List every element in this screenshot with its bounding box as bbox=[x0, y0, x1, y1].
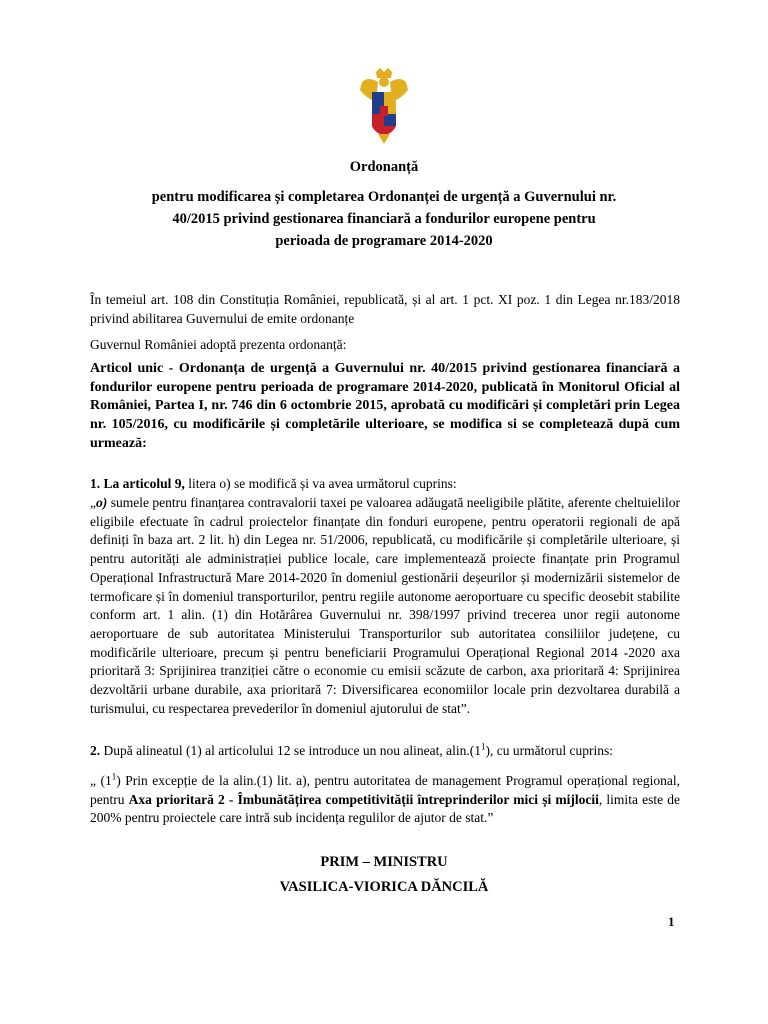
quote-open: „ bbox=[90, 495, 96, 510]
point-1-rest: litera o) se modifică și va avea următorul cuprins: bbox=[184, 476, 457, 491]
point-1-lead: 1. La articolul 9, bbox=[90, 476, 185, 491]
point-1-text bbox=[90, 494, 680, 718]
adoption-paragraph: Guvernul României adoptă prezenta ordonanță: bbox=[90, 337, 347, 352]
document-subtitle: pentru modificarea și completarea Ordonanței de urgență a Guvernului nr. 40/2015 privind gestionarea financiară a fondurilor europene pentru perioada de programare 2014-2020 bbox=[151, 189, 617, 249]
document-title: Ordonanță bbox=[349, 159, 419, 175]
point-2-quote-sup: 1 bbox=[111, 771, 117, 782]
point-2-quote-c: , limita este de 200% pentru proiectele care intră sub incidența regulilor de ajutor de stat.” bbox=[90, 791, 680, 826]
preamble-paragraph: În temeiul art. 108 din Constituția României, republicată, și al art. 1 pct. XI poz. 1 din Legea nr.183/2018 privind abilitarea Guvernului de emite ordonanțe bbox=[90, 292, 680, 326]
point-2-quote-a: „ (1 bbox=[90, 773, 112, 788]
point-2-heading bbox=[90, 742, 680, 761]
point-2-rest-a: După alineatul (1) al articolului 12 se introduce un nou alineat, alin.(1 bbox=[100, 743, 482, 758]
point-2-quote bbox=[90, 772, 680, 828]
point-2-lead: 2. bbox=[90, 743, 101, 758]
point-2-sup: 1 bbox=[481, 741, 486, 752]
signature-name: VASILICA-VIORICA DĂNCILĂ bbox=[279, 879, 489, 895]
point-2-rest-b: ), cu următorul cuprins: bbox=[485, 743, 613, 758]
point-2-quote-b: ) Prin excepție de la alin.(1) lit. a), pentru autoritatea de management Programul operațional regional, pentru bbox=[90, 773, 680, 807]
signature-title: PRIM – MINISTRU bbox=[320, 854, 448, 870]
point-2-quote-bold: Axa prioritară 2 - Îmbunătățirea competitivității întreprinderilor mici și mijlocii bbox=[128, 791, 599, 807]
article-unic-paragraph: Articol unic - Ordonanța de urgență a Guvernului nr. 40/2015 privind gestionarea financiară a fondurilor europene pentru perioada de programare 2014-2020, publicată în Monitorul Oficial al României, Partea I, nr. 746 din 6 octombrie 2015, aprobată cu modificări și completări prin Legea nr. 105/2016, cu modificările și completările ulterioare, se modifica si se completează după cum urmează: bbox=[90, 361, 680, 451]
letter-o: o) bbox=[96, 495, 108, 510]
romania-coat-of-arms-icon bbox=[358, 68, 410, 144]
page-number: 1 bbox=[668, 914, 675, 929]
point-1-heading bbox=[90, 475, 680, 494]
point-1-body: sumele pentru finanțarea contravalorii taxei pe valoarea adăugată neeligibile plătite, aferente cheltuielilor eligibile efectuate în cadrul proiectelor finanțate din fonduri europene, pentru operatorii regionali de apă definiți în baza art. 2 lit. h) din Legea nr. 51/2006, republicată, cu modificările și completările ulterioare, și pentru autorități ale administrației publice locale, care implementează proiecte finanțate prin Programul Operațional Infrastructură Mare 2014-2020 în domeniul gestionării deșeurilor și modernizării sistemelor de termoficare și în domeniul transporturilor, pentru regiile autonome aeroportuare cu specific deosebit stabilite conform art. 1 alin. (1) din Hotărârea Guvernului nr. 398/1997 privind trecerea unor regii autonome aeroportuare de sub autoritatea Ministerului Transporturilor sub autoritatea consiliilor județene, cu modificările ulterioare, precum și pentru beneficiarii Programului Operațional Regional 2014 -2020 axa prioritară 3: Sprijinirea tranziției către o economie cu emisii scăzute de carbon, axa prioritară 4: Sprijinirea dezvoltării urbane durabile, axa prioritară 7: Diversificarea economiilor locale prin dezvoltarea durabilă a turismului, cu respectarea prevederilor în domeniul ajutorului de stat”. bbox=[90, 495, 680, 716]
